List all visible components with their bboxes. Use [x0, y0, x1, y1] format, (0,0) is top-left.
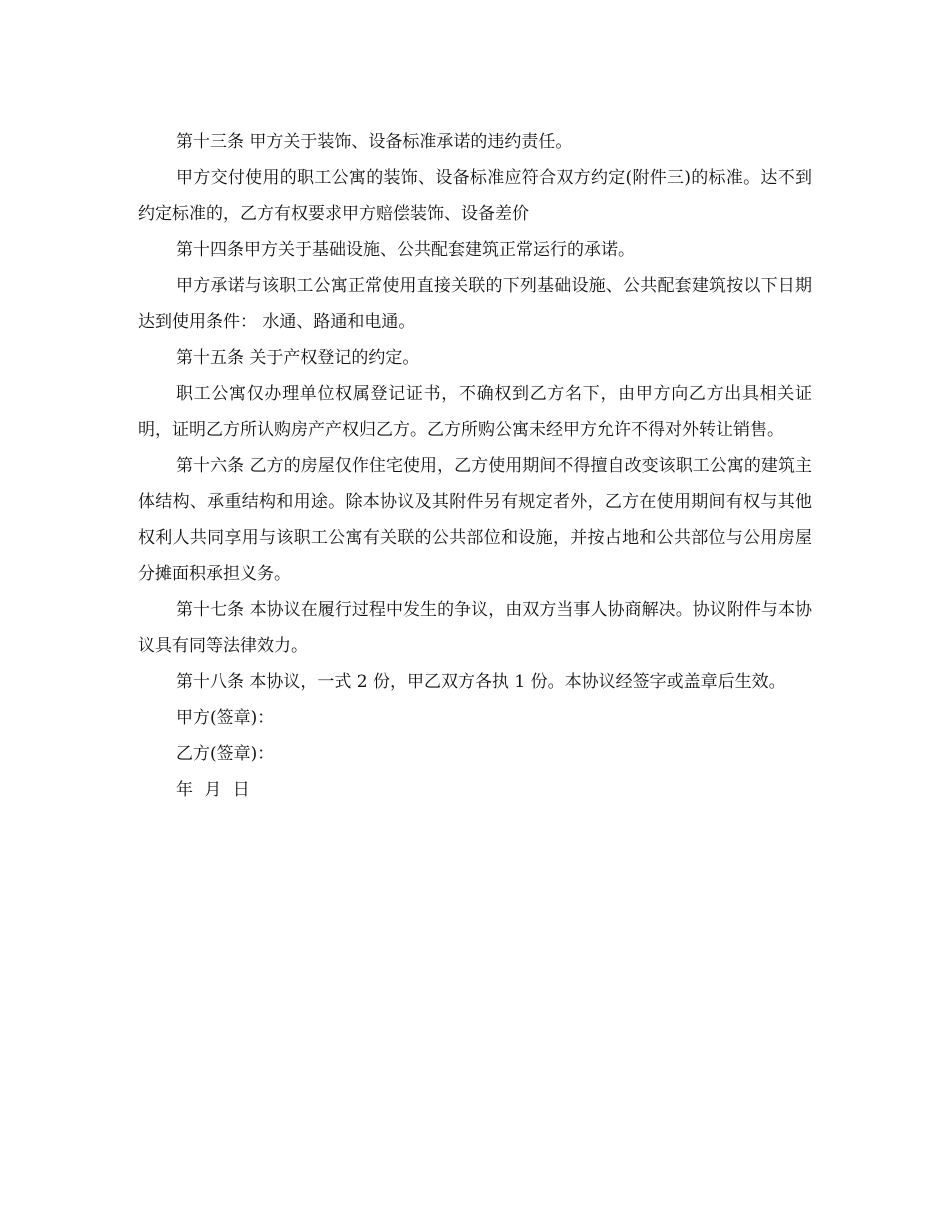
- document-page: [138, 124, 812, 808]
- signature-party-a: 甲方(签章)：: [176, 708, 275, 728]
- clause-14-body: 甲方承诺与该职工公寓正常使用直接关联的下列基础设施、公共配套建筑按以下日期达到使用条件： 水通、路通和电通。: [138, 276, 812, 332]
- clause-13-body: 甲方交付使用的职工公寓的装饰、设备标准应符合双方约定(附件三)的标准。达不到约定标准的，乙方有权要求甲方赔偿装饰、设备差价: [138, 168, 812, 224]
- clause-18: 第十八条 本协议，一式 2 份，甲乙双方各执 1 份。本协议经签字或盖章后生效。: [176, 672, 786, 692]
- clause-16: 第十六条 乙方的房屋仅作住宅使用，乙方使用期间不得擅自改变该职工公寓的建筑主体结构、承重结构和用途。除本协议及其附件另有规定者外，乙方在使用期间有权与其他权利人共同享用与该职工公寓有关联的公共部位和设施，并按占地和公共部位与公用房屋分摊面积承担义务。: [138, 456, 812, 584]
- signature-party-b: 乙方(签章)：: [176, 744, 275, 764]
- clause-17: 第十七条 本协议在履行过程中发生的争议，由双方当事人协商解决。协议附件与本协议具有同等法律效力。: [138, 600, 812, 656]
- clause-14-title: 第十四条甲方关于基础设施、公共配套建筑正常运行的承诺。: [176, 240, 635, 260]
- clause-15-title: 第十五条 关于产权登记的约定。: [176, 348, 420, 368]
- clause-13-title: 第十三条 甲方关于装饰、设备标准承诺的违约责任。: [176, 132, 573, 152]
- clause-15-body: 职工公寓仅办理单位权属登记证书，不确权到乙方名下，由甲方向乙方出具相关证明，证明乙方所认购房产产权归乙方。乙方所购公寓未经甲方允许不得对外转让销售。: [138, 384, 812, 440]
- date-line: 年 月 日: [176, 780, 250, 800]
